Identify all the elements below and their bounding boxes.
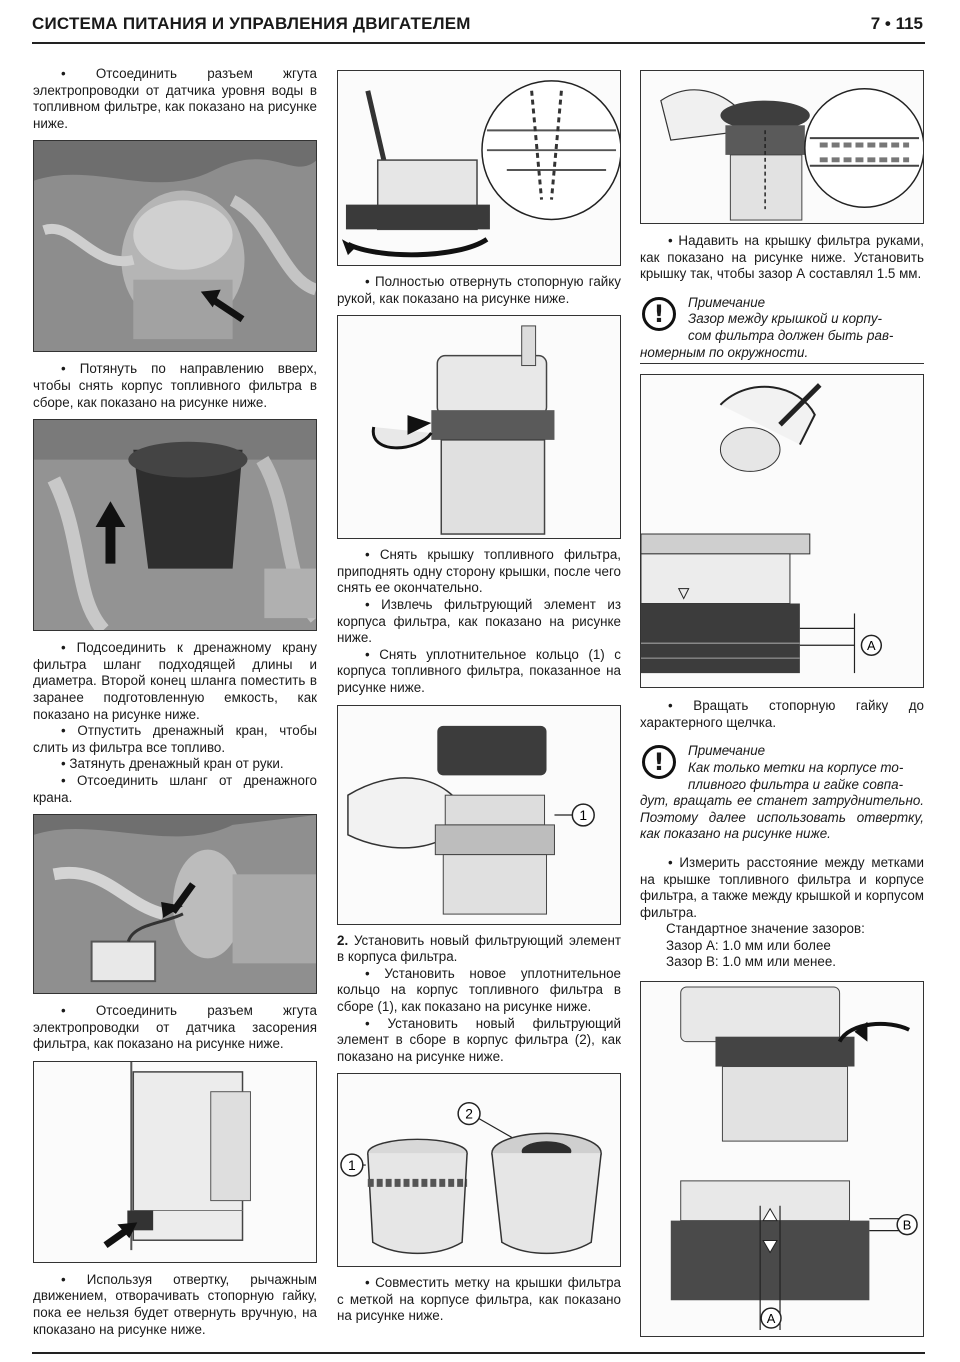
note-text: Зазор между крышкой и корпу- xyxy=(688,311,883,327)
instruction-text: • Подсоединить к дренажному крану фильтра шланг подходящей длины и диаметра. Второй конец шланга поместить в заранее подготовленную емкость, как показано на рисунке ниже. xyxy=(33,640,317,722)
page-header xyxy=(32,10,925,44)
instruction-text: • Используя отвертку, рычажным движением, отворачивать стопорную гайку, пока ее нельзя будет отвернуть вручную, на кпоказано на рисунке ниже. xyxy=(33,1271,317,1337)
instruction-text: • Надавить на крышку фильтра руками, как показано на рисунке ниже. Установить крышку так, чтобы зазор А составлял 1.5 мм. xyxy=(640,233,924,282)
diagram-screwdriver-nut xyxy=(337,70,621,266)
warning-icon: ! xyxy=(642,297,676,331)
instruction-text: • Вращать стопорную гайку до характерного щелчка. xyxy=(640,698,924,730)
note-text: номерным по окружности. xyxy=(640,344,809,360)
engine-photo-connector xyxy=(33,140,317,352)
note-text: Как только метки на корпусе то- xyxy=(688,759,904,775)
instruction-text: • Установить новый фильтрующий элемент в сборе в корпус фильтра (2), как показано на рисунке ниже. xyxy=(337,1015,621,1064)
instruction-text: • Отсоединить шланг от дренажного крана. xyxy=(33,772,317,805)
diagram-gap-measure xyxy=(640,981,924,1337)
diagram-unscrew-by-hand xyxy=(337,315,621,539)
label-b: B xyxy=(902,1217,912,1233)
callout-2: 2 xyxy=(465,1105,473,1122)
diagram-gap-a xyxy=(640,374,924,688)
step-number: 2. xyxy=(337,932,349,948)
standard-title: Стандартное значение зазоров: xyxy=(666,921,865,937)
note-text: сом фильтра должен быть рав- xyxy=(688,327,894,343)
callout-1: 1 xyxy=(579,806,588,823)
diagram-new-element xyxy=(337,1073,621,1267)
instruction-text: • Затянуть дренажный кран от руки. xyxy=(61,756,284,772)
diagram-remove-element xyxy=(337,705,621,925)
note-box xyxy=(640,295,924,364)
engine-photo-pull-up xyxy=(33,419,317,631)
note-text: пливного фильтра и гайке совпа- xyxy=(688,776,904,792)
warning-icon: ! xyxy=(642,745,676,779)
engine-photo-drain xyxy=(33,814,317,994)
note-title: Примечание xyxy=(688,743,766,759)
instruction-text: • Отсоединить разъем жгута электропроводки от датчика уровня воды в топливном фильтре, как показано на рисунке ниже. xyxy=(33,66,317,131)
diagram-press-cover xyxy=(640,70,924,224)
instruction-text: • Измерить расстояние между метками на крышке топливного фильтра и корпусе фильтра, а также между крышкой и корпусом фильтра. xyxy=(640,854,924,920)
page-number: 7 • 115 xyxy=(870,14,923,33)
section-title: СИСТЕМА ПИТАНИЯ И УПРАВЛЕНИЯ ДВИГАТЕЛЕМ xyxy=(32,14,471,33)
diagram-clog-sensor xyxy=(33,1061,317,1263)
footer-rule xyxy=(32,1352,925,1354)
callout-1: 1 xyxy=(348,1157,356,1174)
instruction-text: • Полностью отвернуть стопорную гайку рукой, как показано на рисунке ниже. xyxy=(337,274,621,306)
instruction-text: • Отсоединить разъем жгута электропроводки от датчика засорения фильтра, как показано на рисунке ниже. xyxy=(33,1003,317,1052)
label-a: A xyxy=(867,638,876,654)
label-a: A xyxy=(766,1311,776,1327)
column-middle xyxy=(337,70,621,1325)
standard-gap-b: Зазор В: 1.0 мм или менее. xyxy=(666,954,836,970)
standard-gap-a: Зазор А: 1.0 мм или более xyxy=(666,937,831,953)
note-text: дут, вращать ее станет затруднительно. Поэтому далее использовать отвертку, как показано на рисунке ниже. xyxy=(640,793,924,842)
column-right xyxy=(640,70,924,1337)
step-2 xyxy=(337,933,621,966)
instruction-text: • Снять крышку топливного фильтра, приподнять одну сторону крышки, после чего снять ее окончательно. xyxy=(337,547,621,596)
note-divider xyxy=(640,363,924,364)
note-title: Примечание xyxy=(688,294,766,310)
instruction-text: • Снять уплотнительное кольцо (1) с корпуса топливного фильтра, показанное на рисунке ниже. xyxy=(337,646,621,695)
instruction-text: • Извлечь фильтрующий элемент из корпуса фильтра, как показано на рисунке ниже. xyxy=(337,596,621,646)
step-text: Установить новый фильтрующий элемент в корпуса фильтра. xyxy=(337,932,621,965)
instruction-text: • Совместить метку на крышки фильтра с меткой на корпусе фильтра, как показано на рисунке ниже. xyxy=(337,1275,621,1324)
instruction-text: • Установить новое уплотнительное кольцо на корпус топливного фильтра в сборе (1), как показано на рисунке ниже. xyxy=(337,965,621,1014)
note-box xyxy=(640,743,924,843)
instruction-text: • Отпустить дренажный кран, чтобы слить из фильтра все топливо. xyxy=(33,723,317,755)
column-left xyxy=(33,66,317,1338)
instruction-text: • Потянуть по направлению вверх, чтобы снять корпус топливного фильтра в сборе, как показано на рисунке ниже. xyxy=(33,361,317,410)
